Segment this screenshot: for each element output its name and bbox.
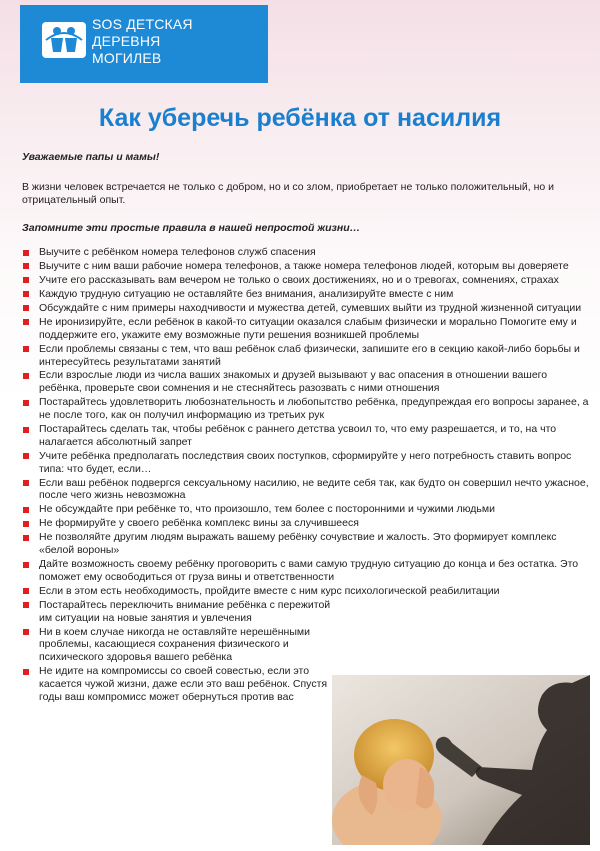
rule-text: Если в этом есть необходимость, пройдите вместе с ним курс психологической реабилитации: [39, 584, 500, 597]
rule-text: Выучите с ребёнком номера телефонов служб спасения: [39, 246, 316, 258]
bullet-icon: [23, 263, 29, 269]
bullet-icon: [23, 305, 29, 311]
bullet-icon: [23, 507, 29, 513]
page-title: Как уберечь ребёнка от насилия: [98, 104, 502, 132]
bullet-icon: [23, 602, 29, 608]
list-item: [22, 246, 590, 259]
bullet-icon: [23, 669, 29, 675]
list-item: [22, 665, 334, 703]
sos-children-icon: [42, 22, 86, 58]
bullet-icon: [23, 629, 29, 635]
rules-list: [22, 246, 590, 705]
rule-text: Не идите на компромиссы со своей совестью, если это касается чужой жизни, даже если это ваш ребёнок. Спустя годы ваш компромисс может обернуться против вас: [39, 665, 328, 703]
child-and-shadow-illustration: [332, 675, 590, 845]
rule-text: Обсуждайте с ним примеры находчивости и мужества детей, сумевших выйти из трудной жизненной ситуации: [39, 301, 582, 314]
rule-text: Учите его рассказывать вам вечером не только о своих достижениях, но и о тревогах, сомнениях, страхах: [39, 273, 559, 286]
list-item: [22, 599, 334, 625]
list-item: [22, 503, 590, 516]
list-item: [22, 626, 334, 664]
rule-text: Выучите с ним ваши рабочие номера телефонов, а также номера телефонов людей, которым вы доверяете: [39, 259, 569, 272]
bullet-icon: [23, 373, 29, 379]
logo-line-1: SOS ДЕТСКАЯ: [92, 16, 193, 32]
list-item: [22, 288, 590, 301]
list-item: [22, 477, 590, 503]
list-item: [22, 302, 590, 315]
bullet-icon: [23, 562, 29, 568]
greeting: Уважаемые папы и мамы!: [22, 151, 160, 163]
list-item: [22, 558, 590, 584]
list-item: [22, 450, 590, 476]
rule-text: Постарайтесь переключить внимание ребёнка с пережитой им ситуации на новые занятия и увлечения: [39, 598, 331, 624]
list-item: [22, 369, 590, 395]
rule-text: Если взрослые люди из числа ваших знакомых и друзей вызывают у вас опасения в отношении вашего ребёнка, проверьте свои сомнения и не стесняйтесь разозвать с ними отношения: [39, 369, 548, 395]
logo-line-3: МОГИЛЕВ: [92, 50, 162, 66]
illustration-photo: [332, 675, 590, 845]
sos-logo: [20, 5, 268, 83]
list-item: [22, 517, 590, 530]
list-item: [22, 343, 590, 369]
bullet-icon: [23, 319, 29, 325]
rule-text: Ни в коем случае никогда не оставляйте нерешёнными проблемы, касающиеся сохранения физического и психического здоровья вашего ребёнка: [39, 625, 310, 664]
bullet-icon: [23, 346, 29, 352]
logo-text: [92, 16, 193, 67]
bullet-icon: [23, 588, 29, 594]
rule-text: Если ваш ребёнок подвергся сексуальному насилию, не ведите себя так, как будто он совершил нечто ужасное, после чего жизнь невозможна: [39, 476, 589, 502]
bullet-icon: [23, 291, 29, 297]
bullet-icon: [23, 453, 29, 459]
rule-text: Учите ребёнка предполагать последствия своих поступков, сформируйте у него потребность ставить вопрос типа: что будет, если…: [39, 449, 572, 475]
list-item: [22, 274, 590, 287]
list-item: [22, 396, 590, 422]
rule-text: Постарайтесь удовлетворить любознательность и любопытство ребёнка, предупреждая его вопросы заранее, а не после того, как он получил информацию из третьих рук: [39, 396, 589, 422]
rule-text: Не формируйте у своего ребёнка комплекс вины за случившееся: [39, 517, 359, 530]
list-item: [22, 316, 590, 342]
bullet-icon: [23, 535, 29, 541]
bullet-icon: [23, 277, 29, 283]
bullet-icon: [23, 521, 29, 527]
rule-text: Не обсуждайте при ребёнке то, что произошло, тем более с посторонними и чужими людьми: [39, 503, 495, 516]
intro-paragraph: В жизни человек встречается не только с добром, но и со злом, приобретает не только положительный, но и отрицательный опыт.: [22, 181, 554, 206]
list-item: [22, 531, 590, 557]
rule-text: Постарайтесь сделать так, чтобы ребёнок с раннего детства усвоил то, что ему разрешается, и то, на что налагается абсолютный запрет: [39, 423, 557, 448]
bullet-icon: [23, 427, 29, 433]
rule-text: Дайте возможность своему ребёнку проговорить с вами самую трудную ситуацию до конца и без остатка. Это поможет ему освободиться от груза вины и ответственности: [39, 558, 579, 583]
logo-line-2: ДЕРЕВНЯ: [92, 33, 161, 49]
list-item: [22, 585, 590, 598]
rule-text: Каждую трудную ситуацию не оставляйте без внимания, анализируйте вместе с ним: [39, 287, 454, 300]
bullet-icon: [23, 400, 29, 406]
bullet-icon: [23, 480, 29, 486]
rule-text: Не позволяйте другим людям выражать вашему ребёнку сочувствие и жалость. Это формирует комплекс «белой вороны»: [39, 531, 557, 557]
rule-text: Если проблемы связаны с тем, что ваш ребёнок слаб физически, запишите его в секцию какой-либо борьбы и интересуйтесь результатами занятий: [39, 342, 580, 368]
list-item: [22, 260, 590, 273]
rule-text: Не иронизируйте, если ребёнок в какой-то ситуации оказался слабым физически и морально Помогите ему и поддержите его, укажите ему возможные пути решения возникшей проблемы: [39, 315, 577, 341]
remember-heading: Запомните эти простые правила в нашей непростой жизни…: [22, 222, 361, 234]
list-item: [22, 423, 590, 449]
bullet-icon: [23, 250, 29, 256]
